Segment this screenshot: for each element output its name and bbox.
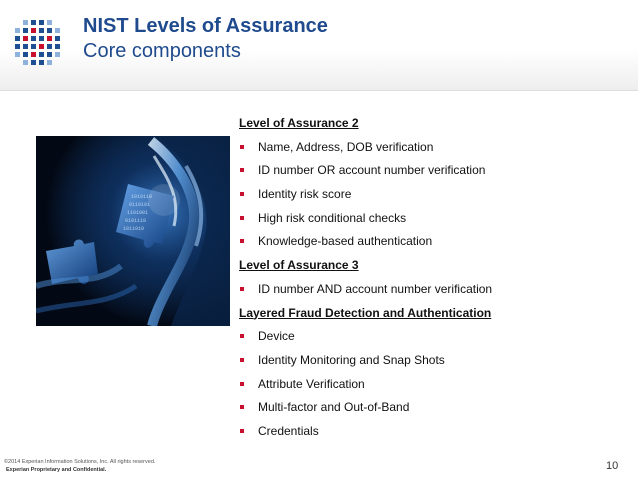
square-bullet-icon <box>240 405 244 409</box>
section-heading-layered-fraud: Layered Fraud Detection and Authentication <box>239 305 492 320</box>
list-item <box>239 232 634 256</box>
list-item <box>239 327 634 351</box>
list-item-text: Identity risk score <box>258 187 352 202</box>
list-item <box>239 375 634 399</box>
footer-confidential: Experian Proprietary and Confidential. <box>6 467 107 473</box>
square-bullet-icon <box>240 168 244 172</box>
page-number: 10 <box>606 460 619 472</box>
puzzle-hands-image <box>36 136 230 326</box>
svg-text:1010110: 1010110 <box>131 194 153 200</box>
list-item <box>239 398 634 422</box>
square-bullet-icon <box>240 287 244 291</box>
footer-copyright: ©2014 Experian Information Solutions, Inc. All rights reserved. <box>4 459 156 465</box>
slide-title: NIST Levels of Assurance <box>83 15 328 37</box>
list-item <box>239 422 634 446</box>
list-item <box>239 280 634 304</box>
svg-text:1101001: 1101001 <box>127 210 149 216</box>
list-item-text: ID number AND account number verification <box>258 281 493 296</box>
list-item <box>239 161 634 185</box>
square-bullet-icon <box>240 239 244 243</box>
svg-text:0101110: 0101110 <box>125 218 147 224</box>
list-item <box>239 351 634 375</box>
list-item-text: Attribute Verification <box>258 376 365 391</box>
content-area <box>239 114 634 446</box>
svg-text:0110101: 0110101 <box>129 202 151 208</box>
square-bullet-icon <box>240 334 244 338</box>
list-item-text: Identity Monitoring and Snap Shots <box>258 352 445 367</box>
svg-text:1011010: 1011010 <box>123 226 145 232</box>
list-item-text: ID number OR account number verification <box>258 163 486 178</box>
section-heading-loa3: Level of Assurance 3 <box>239 258 359 273</box>
list-item <box>239 185 634 209</box>
square-bullet-icon <box>240 216 244 220</box>
list-item-text: Multi-factor and Out-of-Band <box>258 400 410 415</box>
square-bullet-icon <box>240 192 244 196</box>
experian-logo-icon <box>14 18 66 70</box>
header-divider <box>0 90 638 91</box>
list-item-text: Knowledge-based authentication <box>258 234 433 249</box>
square-bullet-icon <box>240 358 244 362</box>
list-item-text: Name, Address, DOB verification <box>258 139 434 154</box>
square-bullet-icon <box>240 145 244 149</box>
slide-subtitle: Core components <box>83 40 241 62</box>
section-heading-loa2: Level of Assurance 2 <box>239 116 359 130</box>
list-item-text: High risk conditional checks <box>258 210 407 225</box>
list-item <box>239 138 634 162</box>
list-item-text: Credentials <box>258 423 319 438</box>
square-bullet-icon <box>240 429 244 433</box>
list-item-text: Device <box>258 329 295 344</box>
list-item <box>239 209 634 233</box>
square-bullet-icon <box>240 382 244 386</box>
